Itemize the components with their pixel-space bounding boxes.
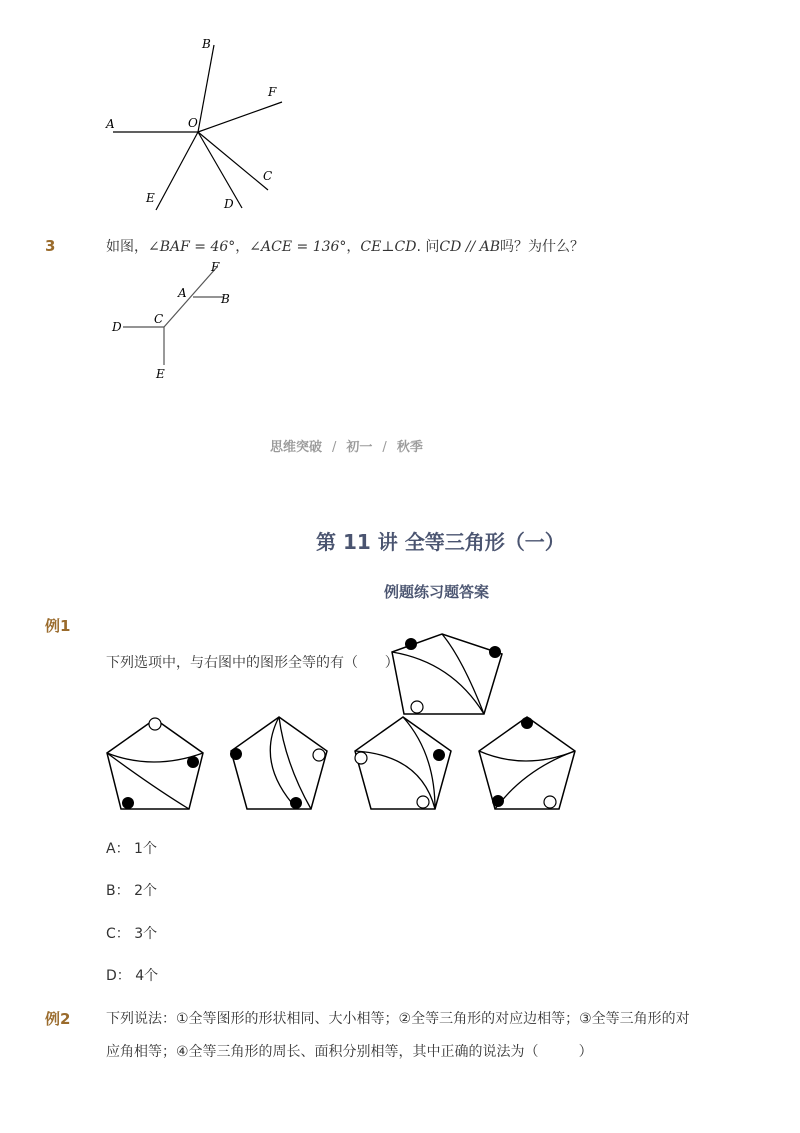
black-dot: [122, 797, 134, 809]
option-text: 2个: [134, 883, 157, 899]
option-c[interactable]: [106, 923, 157, 943]
q3-sep1: ，: [235, 239, 250, 255]
label-o: O: [188, 116, 198, 130]
option-letter: A：: [106, 841, 130, 857]
footer-grade: 初一: [346, 440, 373, 455]
example2-line1: 下列说法：①全等图形的形状相同、大小相等；②全等三角形的对应边相等；③全等三角形的对: [106, 1011, 690, 1027]
black-dot: [230, 748, 242, 760]
label-a: A: [106, 117, 115, 131]
label-b: B: [202, 37, 211, 51]
black-dot: [521, 717, 533, 729]
question3-text: [106, 236, 584, 256]
example1-label: 例1: [45, 617, 71, 635]
option-text: 3个: [134, 926, 158, 942]
question-number: 3: [45, 237, 56, 255]
black-dot: [492, 795, 504, 807]
white-dot: [411, 701, 423, 713]
ray-of: [198, 102, 282, 132]
page-footer: [270, 436, 423, 455]
option-b[interactable]: [106, 880, 157, 900]
figure-parallel-lines: [105, 255, 245, 385]
label-d: D: [224, 197, 234, 211]
option-letter: C：: [106, 926, 130, 942]
label-e: E: [146, 191, 155, 205]
ray-od: [198, 132, 242, 208]
q3-angle-ace: ∠ACE = 136°: [249, 239, 347, 255]
black-dot: [187, 756, 199, 768]
label-e: E: [156, 367, 165, 381]
option-pentagon-1: [103, 713, 207, 813]
option-text: 1个: [134, 841, 157, 857]
example2-line2: 应角相等；④全等三角形的周长、面积分别相等，其中正确的说法为（ ）: [106, 1044, 593, 1060]
option-a[interactable]: [106, 838, 157, 858]
example1-question: 下列选项中，与右图中的图形全等的有（ ）: [106, 655, 399, 671]
white-dot: [149, 718, 161, 730]
option-d[interactable]: [106, 965, 158, 985]
footer-sep: /: [332, 440, 337, 455]
footer-subject: 思维突破: [270, 440, 323, 455]
footer-term: 秋季: [396, 440, 423, 455]
label-f: F: [211, 260, 220, 274]
label-a: A: [178, 286, 187, 300]
label-b: B: [221, 292, 230, 306]
option-pentagon-3: [351, 713, 455, 813]
black-dot: [433, 749, 445, 761]
ray-ob: [198, 45, 214, 132]
white-dot: [544, 796, 556, 808]
option-pentagon-2: [227, 713, 331, 813]
q3-mid: . 问: [416, 239, 440, 255]
footer-sep: /: [382, 440, 387, 455]
option-pentagon-4: [475, 713, 579, 813]
q3-prefix: 如图，: [106, 239, 148, 255]
option-letter: B：: [106, 883, 130, 899]
q3-suffix: 吗？为什么？: [500, 239, 585, 255]
q3-sep2: ，: [346, 239, 361, 255]
example2-label: 例2: [45, 1010, 71, 1028]
lecture-title: 第 11 讲 全等三角形（一）: [316, 530, 565, 554]
q3-parallel: CD // AB: [439, 239, 501, 255]
black-dot: [405, 638, 417, 650]
section-subtitle: 例题练习题答案: [384, 583, 490, 601]
q3-angle-baf: ∠BAF = 46°: [148, 239, 236, 255]
option-letter: D：: [106, 968, 131, 984]
label-c: C: [154, 312, 164, 326]
black-dot: [290, 797, 302, 809]
label-f: F: [268, 85, 277, 99]
ray-oe: [156, 132, 198, 210]
ray-oc: [198, 132, 268, 190]
white-dot: [313, 749, 325, 761]
option-text: 4个: [135, 968, 159, 984]
figure-rays-from-o: [100, 30, 300, 215]
q3-perpendicular: CE⊥CD: [360, 239, 417, 255]
white-dot: [417, 796, 429, 808]
black-dot: [489, 646, 501, 658]
reference-pentagon-figure: [388, 628, 512, 720]
white-dot: [355, 752, 367, 764]
label-c: C: [263, 169, 273, 183]
label-d: D: [112, 320, 122, 334]
